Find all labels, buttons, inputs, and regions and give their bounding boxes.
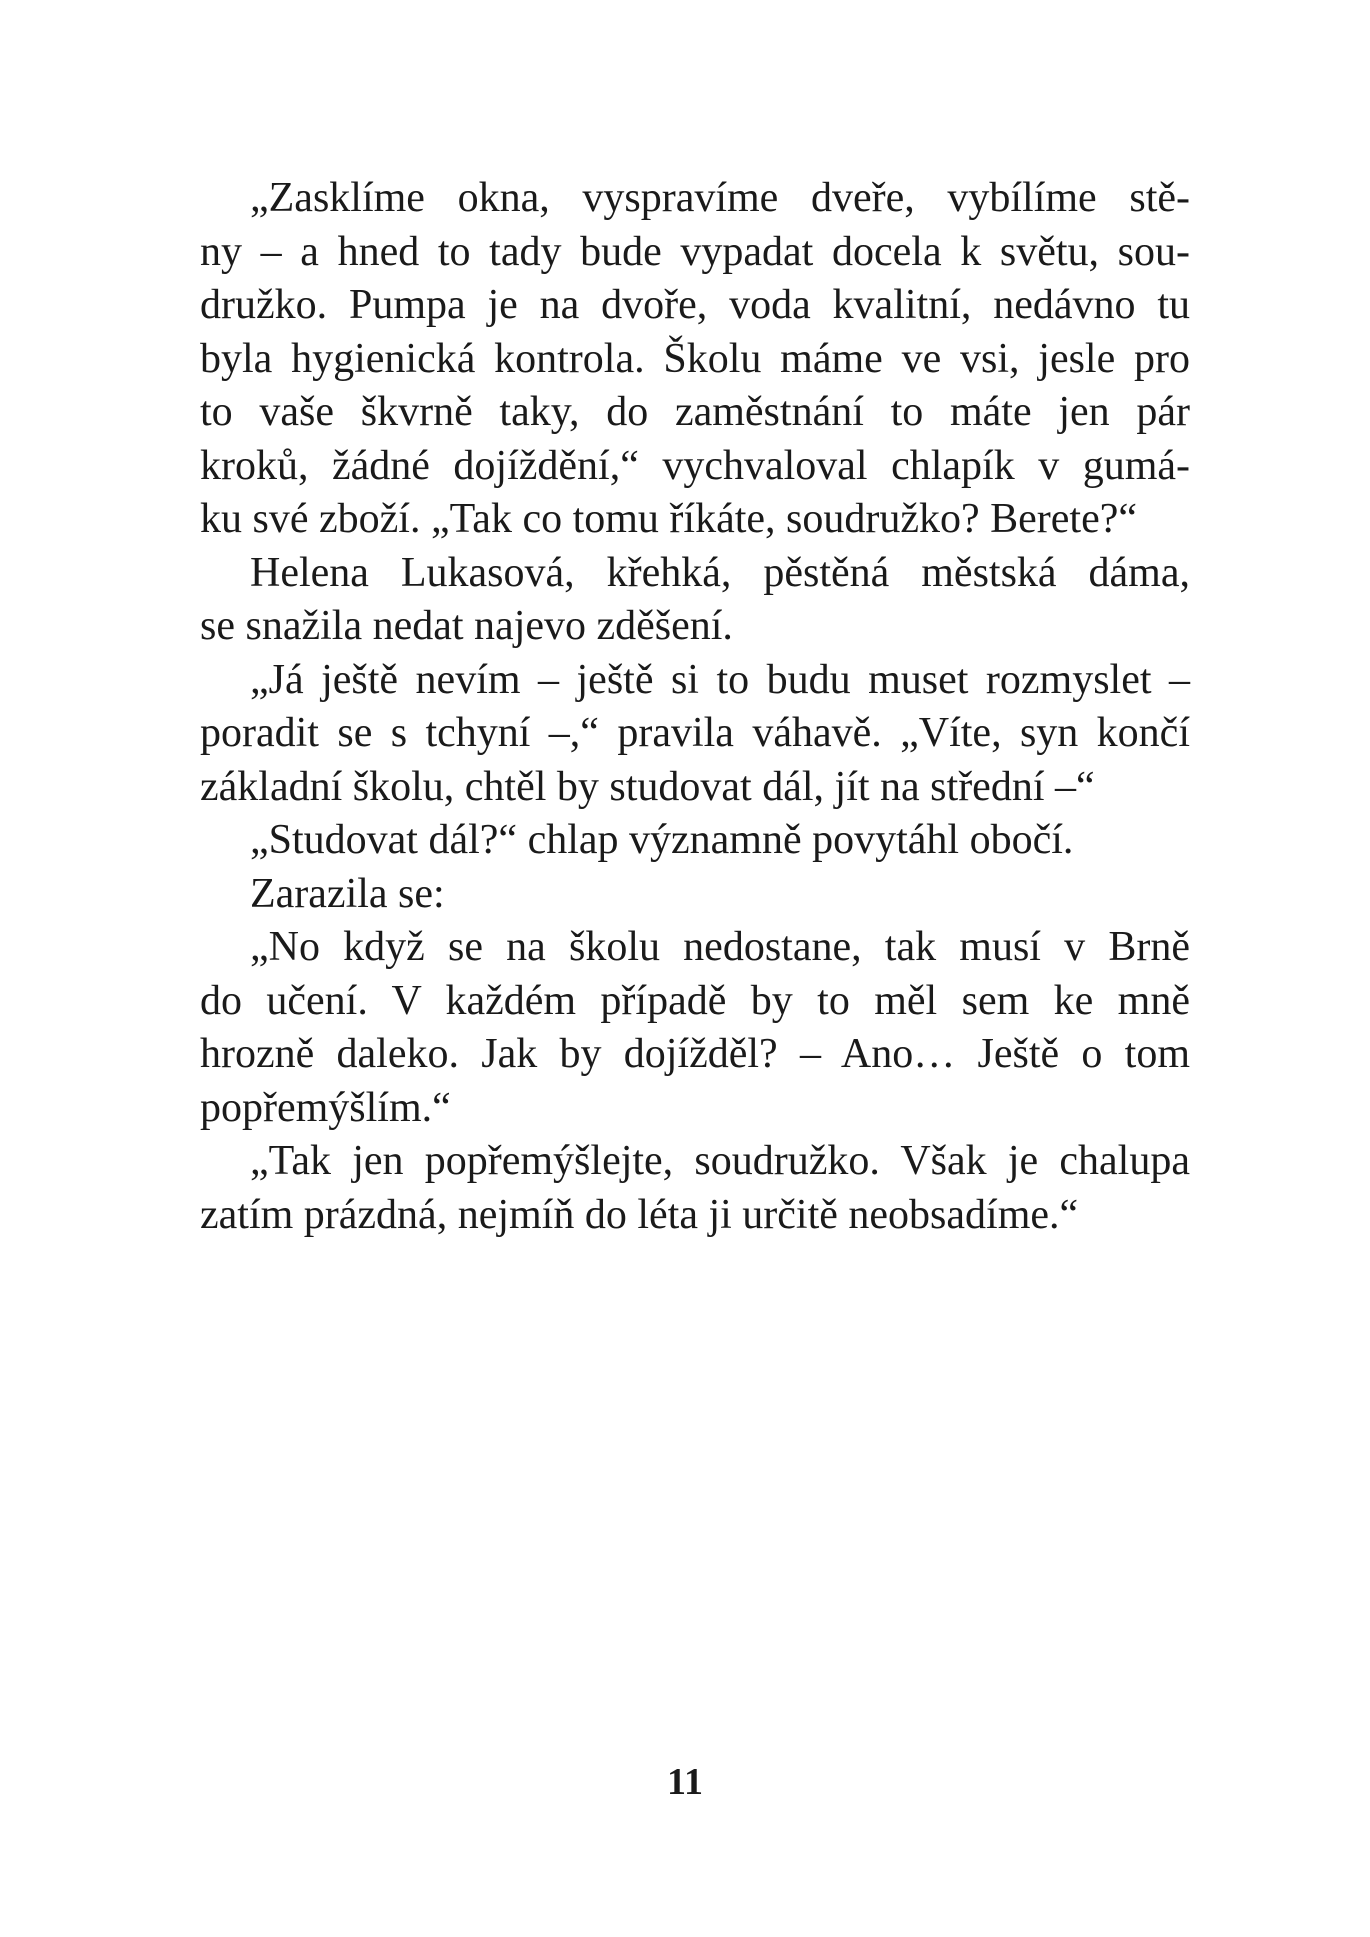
paragraph xyxy=(200,1135,1190,1242)
text-line: „No když se na školu nedostane, tak musí v Brně xyxy=(250,924,1190,970)
paragraph xyxy=(200,547,1190,654)
text-line: ku své zboží. „Tak co tomu říkáte, soudružko? Berete?“ xyxy=(200,496,1138,542)
page-number: 11 xyxy=(667,1761,703,1803)
paragraph xyxy=(200,172,1190,547)
text-line: ny – a hned to tady bude vypadat docela k světu, sou- xyxy=(200,228,1190,275)
text-line: to vaše škvrně taky, do zaměstnání to máte jen pár xyxy=(200,389,1190,435)
text-line: se snažila nedat najevo zděšení. xyxy=(200,603,733,649)
text-line: „Studovat dál?“ chlap významně povytáhl obočí. xyxy=(250,817,1074,863)
paragraph xyxy=(200,921,1190,1135)
text-line: Helena Lukasová, křehká, pěstěná městská dáma, xyxy=(250,549,1190,596)
text-line: hrozně daleko. Jak by dojížděl? – Ano… Ještě o tom xyxy=(200,1031,1190,1077)
text-line: „Tak jen popřemýšlejte, soudružko. Však je chalupa xyxy=(250,1138,1190,1184)
text-line: zatím prázdná, nejmíň do léta ji určitě neobsadíme.“ xyxy=(200,1191,1079,1238)
text-line: základní školu, chtěl by studovat dál, jít na střední –“ xyxy=(200,763,1095,810)
text-line: kroků, žádné dojíždění,“ vychvaloval chlapík v gumá- xyxy=(200,442,1190,489)
text-line: „Já ještě nevím – ještě si to budu muset rozmyslet – xyxy=(250,656,1190,703)
text-line: byla hygienická kontrola. Školu máme ve vsi, jesle pro xyxy=(200,335,1190,382)
text-line: do učení. V každém případě by to měl sem ke mně xyxy=(200,977,1190,1024)
paragraph xyxy=(200,814,1190,868)
paragraph xyxy=(200,868,1190,922)
text-line: Zarazila se: xyxy=(250,870,445,917)
text-line: poradit se s tchyní –,“ pravila váhavě. „Víte, syn končí xyxy=(200,710,1190,756)
paragraph xyxy=(200,654,1190,815)
body-text xyxy=(200,172,1190,1242)
text-line: „Zasklíme okna, vyspravíme dveře, vybílíme stě- xyxy=(250,175,1190,221)
text-line: popřemýšlím.“ xyxy=(200,1084,451,1131)
text-line: družko. Pumpa je na dvoře, voda kvalitní, nedávno tu xyxy=(200,282,1190,328)
